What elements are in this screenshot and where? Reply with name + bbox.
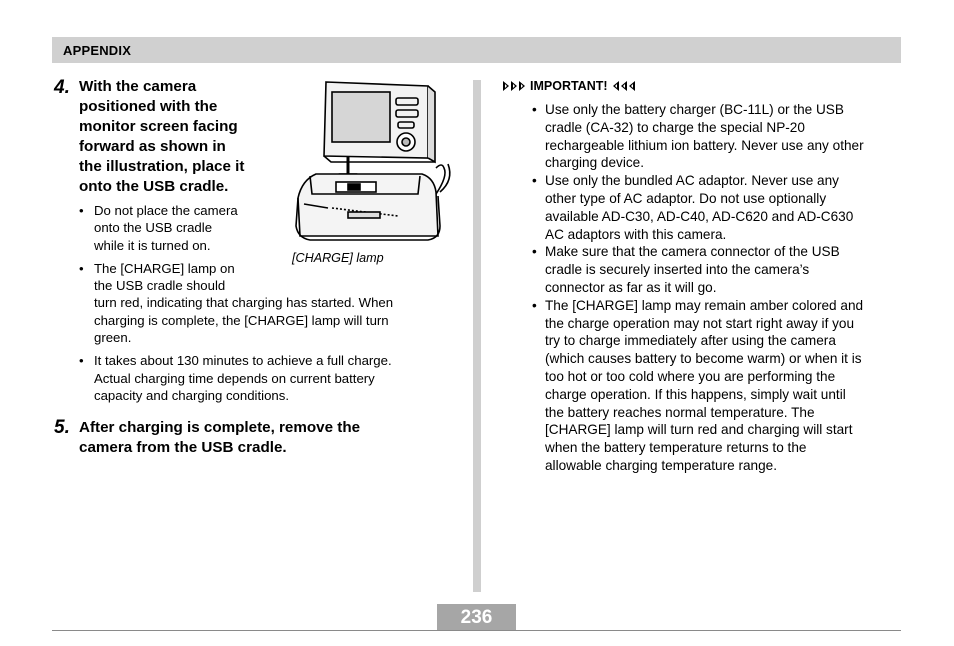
important-right-marker-icon	[612, 80, 636, 92]
important-line: cradle (CA-32) to charge the special NP-20	[545, 119, 805, 135]
bullet-dot: •	[532, 173, 537, 189]
important-line: when the battery temperature returns to the	[545, 440, 807, 456]
column-divider	[473, 80, 481, 592]
important-line: [CHARGE] lamp will turn red and charging will start	[545, 422, 853, 438]
note-line: green.	[94, 330, 132, 346]
figure-caption: [CHARGE] lamp	[292, 251, 384, 265]
step-4-line: positioned with the	[79, 98, 218, 115]
step-5-line: camera from the USB cradle.	[79, 439, 287, 456]
note-line: charging is complete, the [CHARGE] lamp will turn	[94, 312, 389, 328]
note-line: Do not place the camera	[94, 203, 238, 218]
bullet-dot: •	[532, 102, 537, 117]
step-4-line: the illustration, place it	[79, 158, 245, 175]
important-item	[532, 172, 907, 243]
important-line: charge operation. If this happens, simply wait until	[545, 386, 846, 402]
important-line: too hot or too cold where you are performing the	[545, 368, 836, 384]
step-4-number: 4.	[54, 77, 70, 98]
important-line: The [CHARGE] lamp may remain amber colored and	[545, 297, 864, 313]
step-4-line: forward as shown in	[79, 138, 226, 155]
important-line: Use only the battery charger (BC-11L) or the USB	[545, 102, 844, 117]
important-heading	[502, 79, 636, 93]
important-line: AC adaptors with this camera.	[545, 226, 727, 242]
important-line: other type of AC adaptor. Do not use optionally	[545, 190, 827, 206]
important-title: IMPORTANT!	[530, 79, 608, 93]
important-item	[532, 101, 907, 172]
important-line: try to charge immediately after using the camera	[545, 333, 836, 349]
step-4-line: onto the USB cradle.	[79, 178, 229, 195]
important-line: Use only the bundled AC adaptor. Never use any	[545, 173, 839, 189]
bullet-dot: •	[532, 297, 537, 313]
page-number: 236	[437, 604, 516, 630]
section-header-bar	[52, 37, 901, 63]
bullet-dot: •	[79, 203, 84, 218]
important-line: available AD-C30, AD-C40, AD-C620 and AD-C630	[545, 208, 854, 224]
step-4-instruction	[79, 77, 284, 197]
important-line: connector as far as it will go.	[545, 279, 717, 295]
note-line: onto the USB cradle	[94, 220, 213, 236]
important-line: cradle is securely inserted into the camera’s	[545, 262, 810, 278]
note-item	[79, 352, 459, 404]
note-line: Actual charging time depends on current battery	[94, 370, 375, 386]
note-line: turn red, indicating that charging has started. When	[94, 295, 394, 311]
note-line: capacity and charging conditions.	[94, 387, 290, 403]
important-line: charging device.	[545, 155, 644, 171]
important-item	[532, 243, 907, 296]
camera-cradle-illustration	[288, 76, 458, 253]
note-item	[79, 260, 459, 346]
important-list	[532, 101, 907, 475]
note-line: while it is turned on.	[94, 237, 211, 253]
bullet-dot: •	[532, 244, 537, 260]
footer-rule	[52, 630, 901, 631]
bullet-dot: •	[79, 353, 84, 369]
bullet-dot: •	[79, 260, 84, 276]
step-4-line: With the camera	[79, 78, 197, 95]
step-4-line: monitor screen facing	[79, 118, 238, 135]
important-line: (which causes battery to become warm) or when it is	[545, 351, 862, 367]
important-line: allowable charging temperature range.	[545, 457, 777, 473]
step-5-instruction	[79, 418, 459, 458]
important-left-marker-icon	[502, 80, 526, 92]
note-line: The [CHARGE] lamp on	[94, 260, 235, 276]
important-line: the charge operation may not start right away if you	[545, 315, 855, 331]
step-5-number: 5.	[54, 417, 70, 438]
important-line: rechargeable lithium ion battery. Never use any other	[545, 137, 864, 153]
important-line: the battery reaches normal temperature. The	[545, 404, 815, 420]
camera-cradle-drawing	[288, 76, 458, 248]
note-line: It takes about 130 minutes to achieve a full charge.	[94, 353, 392, 369]
important-line: Make sure that the camera connector of the USB	[545, 244, 840, 260]
section-title: APPENDIX	[63, 43, 132, 58]
important-item	[532, 297, 907, 475]
note-line: the USB cradle should	[94, 278, 226, 294]
step-5-line: After charging is complete, remove the	[79, 419, 361, 436]
